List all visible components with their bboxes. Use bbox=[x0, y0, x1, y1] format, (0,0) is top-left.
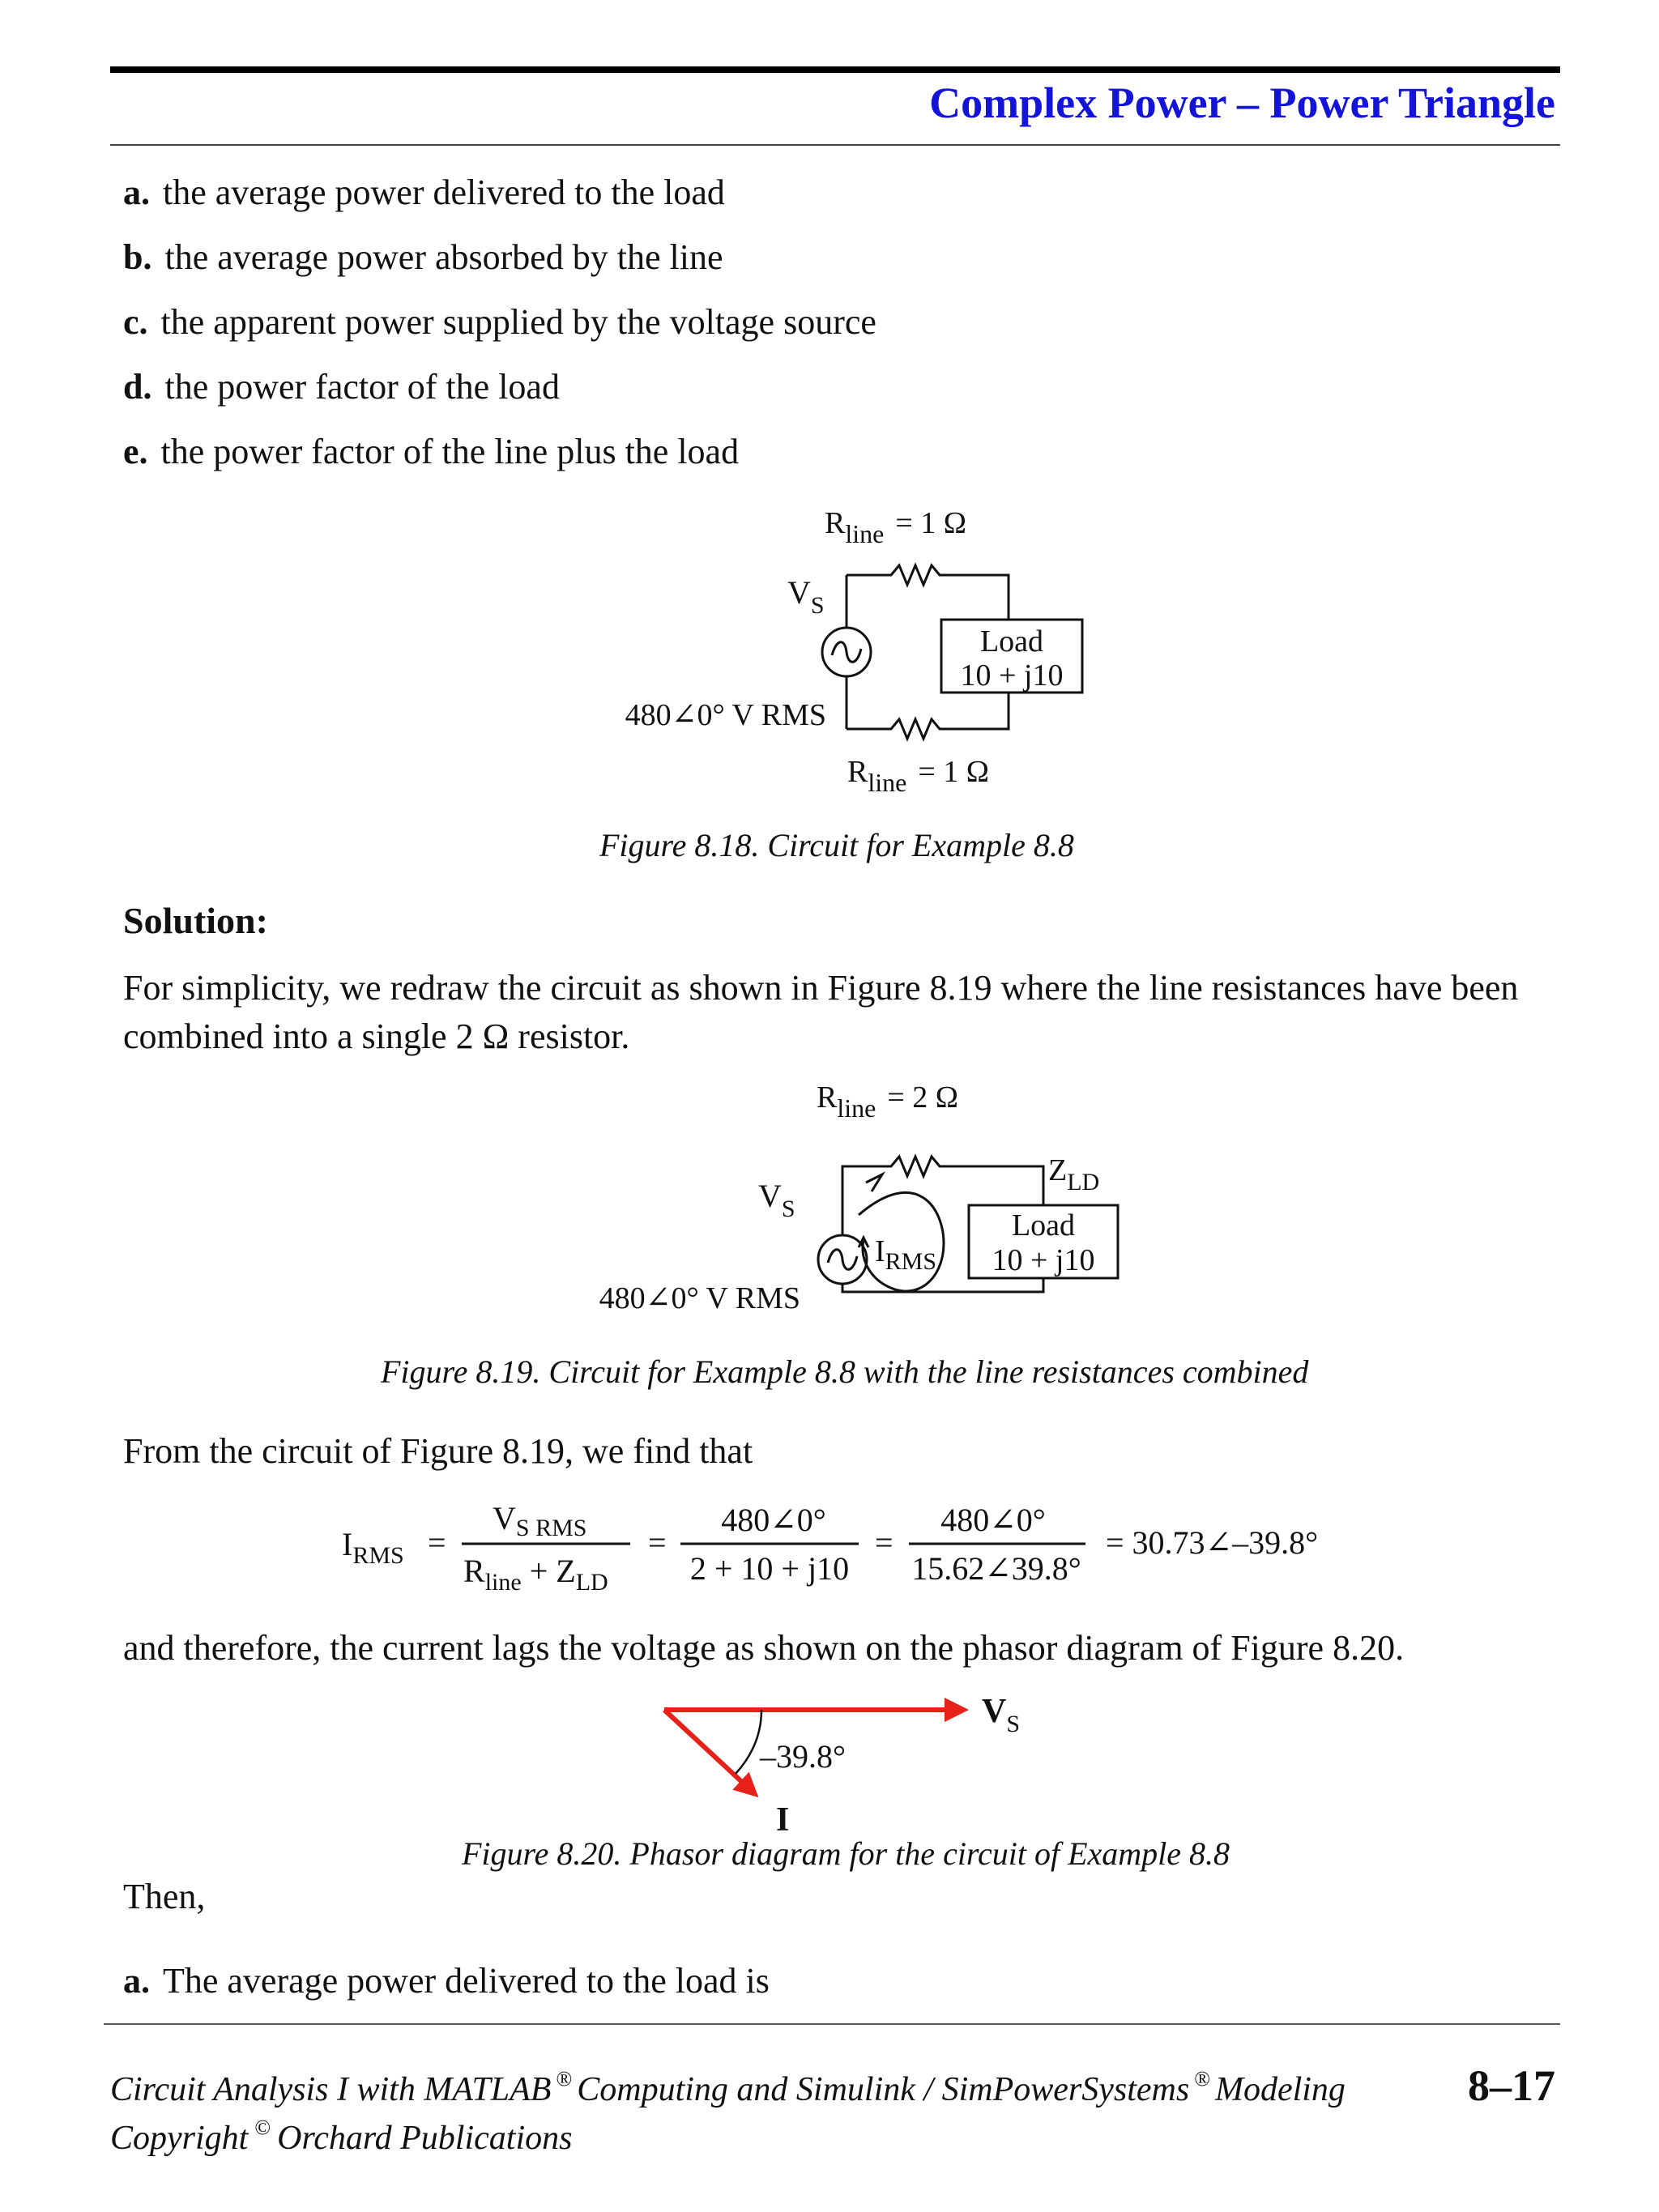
svg-text:=: = bbox=[428, 1524, 446, 1561]
svg-text:Load: Load bbox=[1011, 1208, 1076, 1242]
sine-wave-icon bbox=[832, 642, 861, 663]
svg-text:Rline= 1 Ω: $R_{line} = 1$ Ω bbox=[825, 506, 967, 548]
svg-text:= 30.73∠–39.8°: = 30.73∠–39.8° bbox=[1106, 1524, 1319, 1561]
line-resistor-top bbox=[847, 565, 1009, 620]
final-item-a: a. The average power delivered to the load is bbox=[123, 1961, 770, 2001]
svg-text:VS: $V_S$ bbox=[982, 1693, 1021, 1737]
problem-item-a: a. the average power delivered to the load bbox=[123, 173, 725, 212]
figure-8-19-caption: Figure 8.19. Circuit for Example 8.8 with the line resistances combined bbox=[381, 1353, 1309, 1390]
svg-text:Rline= 2 Ω: $R_{line} = 2$ Ω bbox=[817, 1085, 959, 1123]
current-loop-head bbox=[866, 1174, 882, 1191]
svg-text:Rline + ZLD: $R_{line} + Z_{LD}$ bbox=[463, 1553, 608, 1596]
problem-item-b: b. the average power absorbed by the line bbox=[123, 237, 723, 277]
svg-text:IRMS: $I_{RMS}$ bbox=[342, 1526, 404, 1569]
problem-item-e: e. the power factor of the line plus the load bbox=[123, 432, 740, 471]
svg-text:480∠0°: 480∠0° bbox=[940, 1502, 1046, 1538]
svg-text:IRMS: $I_{RMS}$ bbox=[875, 1234, 937, 1275]
svg-text:=: = bbox=[875, 1524, 893, 1561]
svg-text:10 + j10: 10 + j10 bbox=[960, 658, 1064, 693]
then-text: Then, bbox=[123, 1877, 206, 1916]
figure-8-20-caption: Figure 8.20. Phasor diagram for the circuit of Example 8.8 bbox=[462, 1835, 1230, 1872]
footer-book-title: Circuit Analysis I with MATLAB ® Computing and Simulink / SimPowerSystems ® Modeling bbox=[110, 2067, 1346, 2108]
figure-8-18-circuit bbox=[567, 494, 1134, 818]
problem-item-d: d. the power factor of the load bbox=[123, 367, 560, 407]
figure-8-19-circuit bbox=[535, 1085, 1150, 1328]
svg-text:10 + j10: 10 + j10 bbox=[992, 1243, 1095, 1277]
sine-wave-icon bbox=[828, 1250, 857, 1270]
svg-text:–39.8°: –39.8° bbox=[760, 1738, 846, 1775]
current-loop-arrow bbox=[859, 1192, 944, 1291]
header-rule bbox=[110, 66, 1560, 73]
angle-arc bbox=[736, 1710, 761, 1774]
svg-text:480∠0°: 480∠0° bbox=[721, 1502, 826, 1538]
footer-copyright: Copyright © Orchard Publications bbox=[110, 2116, 573, 2157]
svg-text:VS: $V_S$ bbox=[758, 1178, 795, 1222]
therefore-text: and therefore, the current lags the voltage as shown on the phasor diagram of Figure 8.20. bbox=[123, 1628, 1405, 1668]
problem-item-c: c. the apparent power supplied by the voltage source bbox=[123, 302, 876, 342]
from-circuit-text: From the circuit of Figure 8.19, we find that bbox=[123, 1431, 753, 1471]
footer-divider bbox=[104, 2023, 1560, 2025]
svg-text:VS: $V_S$ bbox=[787, 574, 825, 619]
figure-8-18-caption: Figure 8.18. Circuit for Example 8.8 bbox=[599, 827, 1074, 863]
svg-text:Load: Load bbox=[979, 624, 1044, 658]
page-header-title: Complex Power – Power Triangle bbox=[929, 79, 1555, 127]
svg-text:Rline= 1 Ω: $R_{line} = 1$ Ω bbox=[847, 755, 990, 797]
figure-8-20-phasor bbox=[648, 1677, 1102, 1839]
line-resistor-bottom bbox=[847, 693, 1009, 739]
svg-text:VS RMS: $V_{S RMS}$ bbox=[493, 1500, 587, 1541]
header-divider bbox=[110, 144, 1560, 146]
svg-text:15.62∠39.8°: 15.62∠39.8° bbox=[911, 1550, 1081, 1587]
svg-text:I: I bbox=[776, 1801, 790, 1839]
svg-text:ZLD: $Z_{LD}$ bbox=[1048, 1153, 1100, 1196]
solution-intro: For simplicity, we redraw the circuit as shown in Figure 8.19 where the line resistances have been combined into a single 2 Ω resistor. bbox=[123, 968, 1519, 1056]
current-phasor-arrow bbox=[664, 1710, 755, 1794]
svg-text:480∠0° V RMS: 480∠0° V RMS bbox=[625, 698, 826, 732]
svg-text:=: = bbox=[648, 1524, 667, 1561]
svg-text:2 + 10 + j10: 2 + 10 + j10 bbox=[689, 1550, 850, 1587]
current-equation bbox=[324, 1490, 1377, 1604]
svg-text:480∠0° V RMS: 480∠0° V RMS bbox=[599, 1281, 800, 1315]
page-number: 8–17 bbox=[1468, 2061, 1555, 2110]
wire-bottom bbox=[842, 1278, 1043, 1292]
solution-heading: Solution: bbox=[123, 900, 268, 941]
